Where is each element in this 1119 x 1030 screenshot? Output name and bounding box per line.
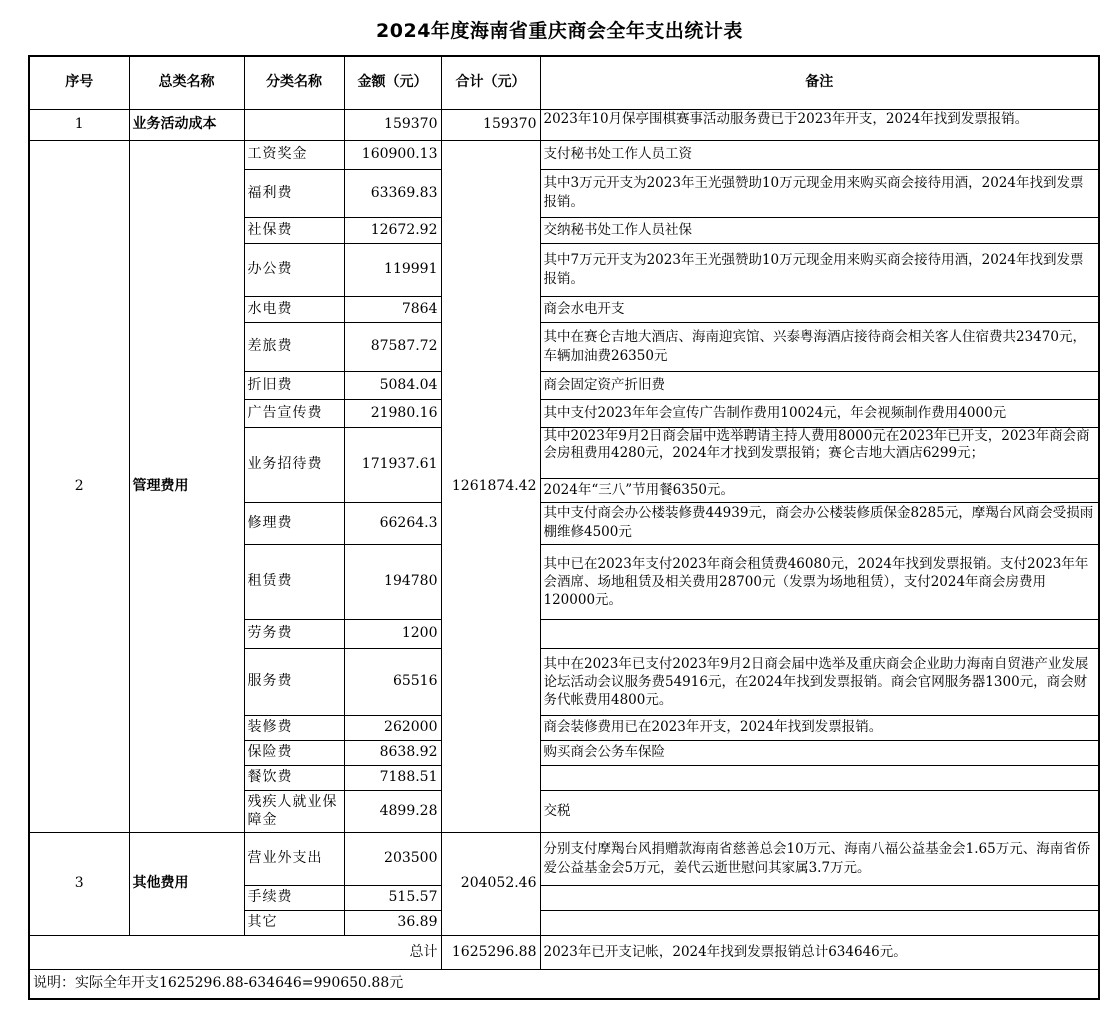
header-category: 总类名称 xyxy=(129,56,244,109)
subcategory-cell: 修理费 xyxy=(244,502,344,544)
total-value: 1625296.88 xyxy=(441,935,540,969)
subcategory-cell: 劳务费 xyxy=(244,619,344,648)
remark-cell: 其中7万元开支为2023年王光强赞助10万元现金用来购买商会接待用酒，2024年找到发票报销。 xyxy=(540,243,1099,296)
header-seq: 序号 xyxy=(29,56,129,109)
group-seq: 1 xyxy=(29,109,129,140)
amount-cell: 87587.72 xyxy=(344,322,441,371)
amount-cell: 65516 xyxy=(344,648,441,715)
subcategory-cell: 手续费 xyxy=(244,885,344,910)
subcategory-cell: 装修费 xyxy=(244,715,344,740)
header-subtotal: 合计（元） xyxy=(441,56,540,109)
subcategory-cell: 社保费 xyxy=(244,217,344,243)
amount-cell: 1200 xyxy=(344,619,441,648)
subcategory-cell: 差旅费 xyxy=(244,322,344,371)
subcategory-cell: 残疾人就业保障金 xyxy=(244,790,344,832)
table-row xyxy=(29,140,1099,169)
subcategory-cell: 租赁费 xyxy=(244,544,344,619)
amount-cell: 66264.3 xyxy=(344,502,441,544)
remark-cell: 交税 xyxy=(540,790,1099,832)
remark-cell: 其中在2023年已支付2023年9月2日商会届中选举及重庆商会企业助力海南自贸港产业发展论坛活动会议服务费54916元，在2024年找到发票报销。商会官网服务器1300元，商会财务代帐费用4800元。 xyxy=(540,648,1099,715)
subcategory-cell xyxy=(244,109,344,140)
amount-cell: 160900.13 xyxy=(344,140,441,169)
amount-cell: 12672.92 xyxy=(344,217,441,243)
remark-cell: 其中2023年9月2日商会届中选举聘请主持人费用8000元在2023年已开支，2023年商会商会房租费用4280元，2024年才找到发票报销；赛仑吉地大酒店6299元； xyxy=(540,427,1099,478)
remark-cell: 购买商会公务车保险 xyxy=(540,740,1099,765)
total-label: 总计 xyxy=(29,935,441,969)
amount-cell: 8638.92 xyxy=(344,740,441,765)
header-subcategory: 分类名称 xyxy=(244,56,344,109)
remark-cell: 交纳秘书处工作人员社保 xyxy=(540,217,1099,243)
amount-cell: 262000 xyxy=(344,715,441,740)
group-subtotal: 204052.46 xyxy=(441,832,540,935)
remark-cell: 其中支付2023年年会宣传广告制作费用10024元，年会视频制作费用4000元 xyxy=(540,399,1099,427)
remark-cell: 2023年10月保亭围棋赛事活动服务费已于2023年开支，2024年找到发票报销。 xyxy=(540,109,1099,140)
amount-cell: 171937.61 xyxy=(344,427,441,502)
group-category: 其他费用 xyxy=(129,832,244,935)
subcategory-cell: 折旧费 xyxy=(244,371,344,399)
group-subtotal: 1261874.42 xyxy=(441,140,540,832)
remark-cell: 商会水电开支 xyxy=(540,296,1099,322)
total-row xyxy=(29,935,1099,969)
group-category: 业务活动成本 xyxy=(129,109,244,140)
group-subtotal: 159370 xyxy=(441,109,540,140)
page-title: 2024年度海南省重庆商会全年支出统计表 xyxy=(376,20,743,42)
total-remark: 2023年已开支记帐，2024年找到发票报销总计634646元。 xyxy=(540,935,1099,969)
footnote-row xyxy=(29,969,1099,999)
remark-cell: 其中3万元开支为2023年王光强赞助10万元现金用来购买商会接待用酒，2024年找到发票报销。 xyxy=(540,169,1099,217)
subcategory-cell: 保险费 xyxy=(244,740,344,765)
amount-cell: 7188.51 xyxy=(344,765,441,790)
remark-cell: 其中在赛仑吉地大酒店、海南迎宾馆、兴泰粤海酒店接待商会相关客人住宿费共23470元，车辆加油费26350元 xyxy=(540,322,1099,371)
subcategory-cell: 服务费 xyxy=(244,648,344,715)
subcategory-cell: 水电费 xyxy=(244,296,344,322)
amount-cell: 7864 xyxy=(344,296,441,322)
subcategory-cell: 工资奖金 xyxy=(244,140,344,169)
group-category: 管理费用 xyxy=(129,140,244,832)
remark-cell xyxy=(540,910,1099,935)
amount-cell: 194780 xyxy=(344,544,441,619)
footnote: 说明：实际全年开支1625296.88-634646=990650.88元 xyxy=(29,969,1099,999)
subcategory-cell: 办公费 xyxy=(244,243,344,296)
remark-cell: 商会装修费用已在2023年开支，2024年找到发票报销。 xyxy=(540,715,1099,740)
remark-cell: 支付秘书处工作人员工资 xyxy=(540,140,1099,169)
group-seq: 3 xyxy=(29,832,129,935)
group-seq: 2 xyxy=(29,140,129,832)
remark-cell: 2024年“三八”节用餐6350元。 xyxy=(540,478,1099,502)
table-row xyxy=(29,832,1099,885)
remark-cell: 商会固定资产折旧费 xyxy=(540,371,1099,399)
amount-cell: 5084.04 xyxy=(344,371,441,399)
remark-cell: 其中支付商会办公楼装修费44939元，商会办公楼装修质保金8285元，摩羯台风商会受损雨棚维修4500元 xyxy=(540,502,1099,544)
subcategory-cell: 餐饮费 xyxy=(244,765,344,790)
subcategory-cell: 广告宣传费 xyxy=(244,399,344,427)
amount-cell: 515.57 xyxy=(344,885,441,910)
remark-cell xyxy=(540,619,1099,648)
subcategory-cell: 业务招待费 xyxy=(244,427,344,502)
expense-table xyxy=(28,55,1100,1000)
amount-cell: 63369.83 xyxy=(344,169,441,217)
header-remark: 备注 xyxy=(540,56,1099,109)
amount-cell: 36.89 xyxy=(344,910,441,935)
remark-cell: 分别支付摩羯台风捐赠款海南省慈善总会10万元、海南八福公益基金会1.65万元、海南省侨爱公益基金会5万元，姜代云逝世慰问其家属3.7万元。 xyxy=(540,832,1099,885)
subcategory-cell: 营业外支出 xyxy=(244,832,344,885)
header-amount: 金额（元） xyxy=(344,56,441,109)
amount-cell: 159370 xyxy=(344,109,441,140)
remark-cell xyxy=(540,765,1099,790)
amount-cell: 119991 xyxy=(344,243,441,296)
amount-cell: 21980.16 xyxy=(344,399,441,427)
subcategory-cell: 其它 xyxy=(244,910,344,935)
subcategory-cell: 福利费 xyxy=(244,169,344,217)
remark-cell xyxy=(540,885,1099,910)
header-row xyxy=(29,56,1099,109)
remark-cell: 其中已在2023年支付2023年商会租赁费46080元，2024年找到发票报销。支付2023年年会酒席、场地租赁及相关费用28700元（发票为场地租赁），支付2024年商会房费用120000元。 xyxy=(540,544,1099,619)
table-row xyxy=(29,109,1099,140)
amount-cell: 203500 xyxy=(344,832,441,885)
amount-cell: 4899.28 xyxy=(344,790,441,832)
